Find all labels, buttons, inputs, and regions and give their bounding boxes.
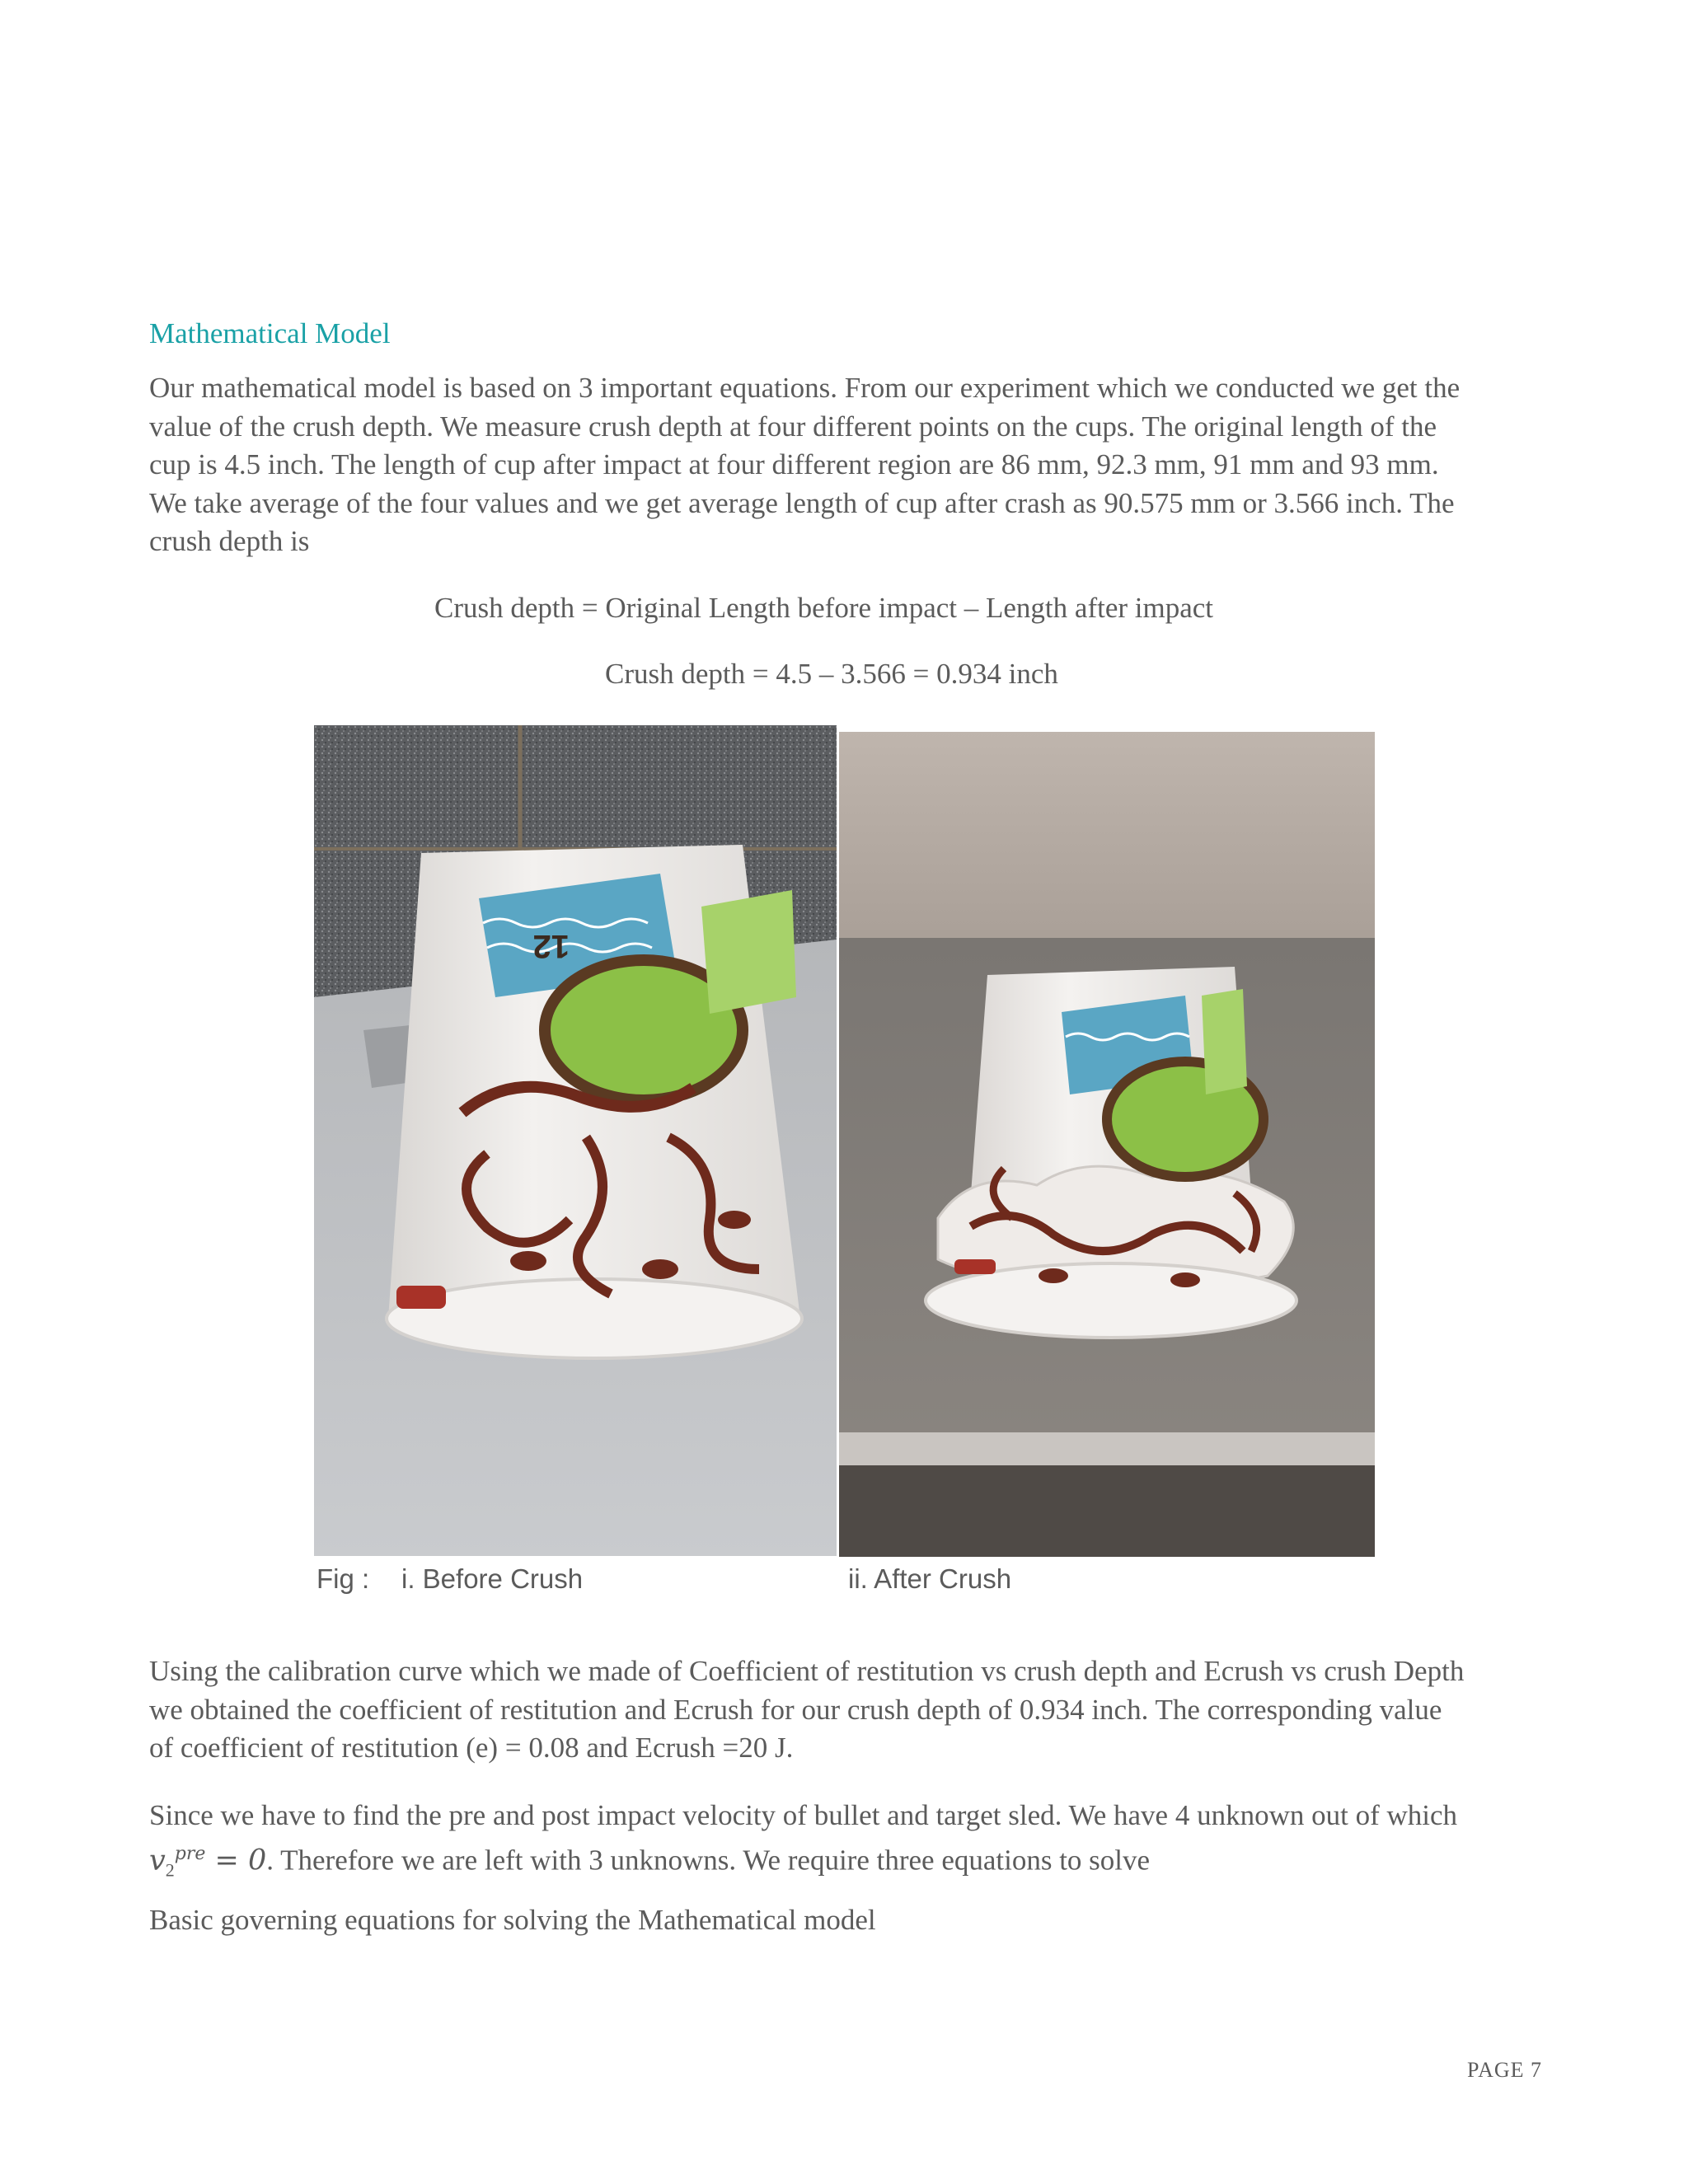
- governing-line: Basic governing equations for solving the Mathematical model: [149, 1904, 876, 1936]
- crush-depth-calculation: Crush depth = 4.5 – 3.566 = 0.934 inch: [605, 658, 1058, 690]
- velocity-superscript: pre: [174, 1843, 206, 1864]
- velocity-symbol: v: [149, 1844, 166, 1877]
- governing-paragraph: [149, 1901, 1550, 1940]
- unknowns-paragraph: [149, 1797, 1550, 1890]
- before-crush-photo: [314, 725, 837, 1556]
- unknowns-line-2: [149, 1835, 1550, 1890]
- caption-after-crush: ii. After Crush: [848, 1563, 1012, 1594]
- crush-depth-equation: Crush depth = Original Length before impact – Length after impact: [434, 592, 1213, 624]
- caption-before-crush: i. Before Crush: [401, 1563, 584, 1594]
- page-number: PAGE 7: [1467, 2058, 1543, 2082]
- intro-line: cup is 4.5 inch. The length of cup after impact at four different region are 86 mm, 92.3 mm, 91 mm and 93 mm.: [149, 448, 1439, 480]
- intro-line: crush depth is: [149, 525, 310, 557]
- cup-print-text: 12: [532, 928, 570, 964]
- intro-line: value of the crush depth. We measure crush depth at four different points on the cups. The original length of the: [149, 410, 1437, 443]
- velocity-equals: = 0: [205, 1844, 267, 1877]
- intro-line: We take average of the four values and we get average length of cup after crash as 90.575 mm or 3.566 inch. The: [149, 486, 1455, 519]
- calibration-line: we obtained the coefficient of restitution and Ecrush for our crush depth of 0.934 inch. The corresponding value: [149, 1693, 1442, 1726]
- calibration-line: of coefficient of restitution (e) = 0.08 and Ecrush =20 J.: [149, 1732, 794, 1764]
- intro-paragraph: [149, 369, 1550, 561]
- intro-line: Our mathematical model is based on 3 important equations. From our experiment which we conducted we get the: [149, 372, 1461, 404]
- unknowns-line: Since we have to find the pre and post impact velocity of bullet and target sled. We have 4 unknown out of which: [149, 1799, 1458, 1831]
- after-crush-photo: [839, 732, 1375, 1557]
- section-heading: Mathematical Model: [149, 317, 391, 349]
- calibration-paragraph: [149, 1652, 1550, 1768]
- calibration-line: Using the calibration curve which we made of Coefficient of restitution vs crush depth and Ecrush vs crush Depth: [149, 1655, 1465, 1687]
- velocity-subscript: 2: [165, 1859, 175, 1881]
- figure-label: Fig :: [316, 1563, 370, 1594]
- unknowns-line-rest: . Therefore we are left with 3 unknowns. We require three equations to solve: [266, 1844, 1151, 1877]
